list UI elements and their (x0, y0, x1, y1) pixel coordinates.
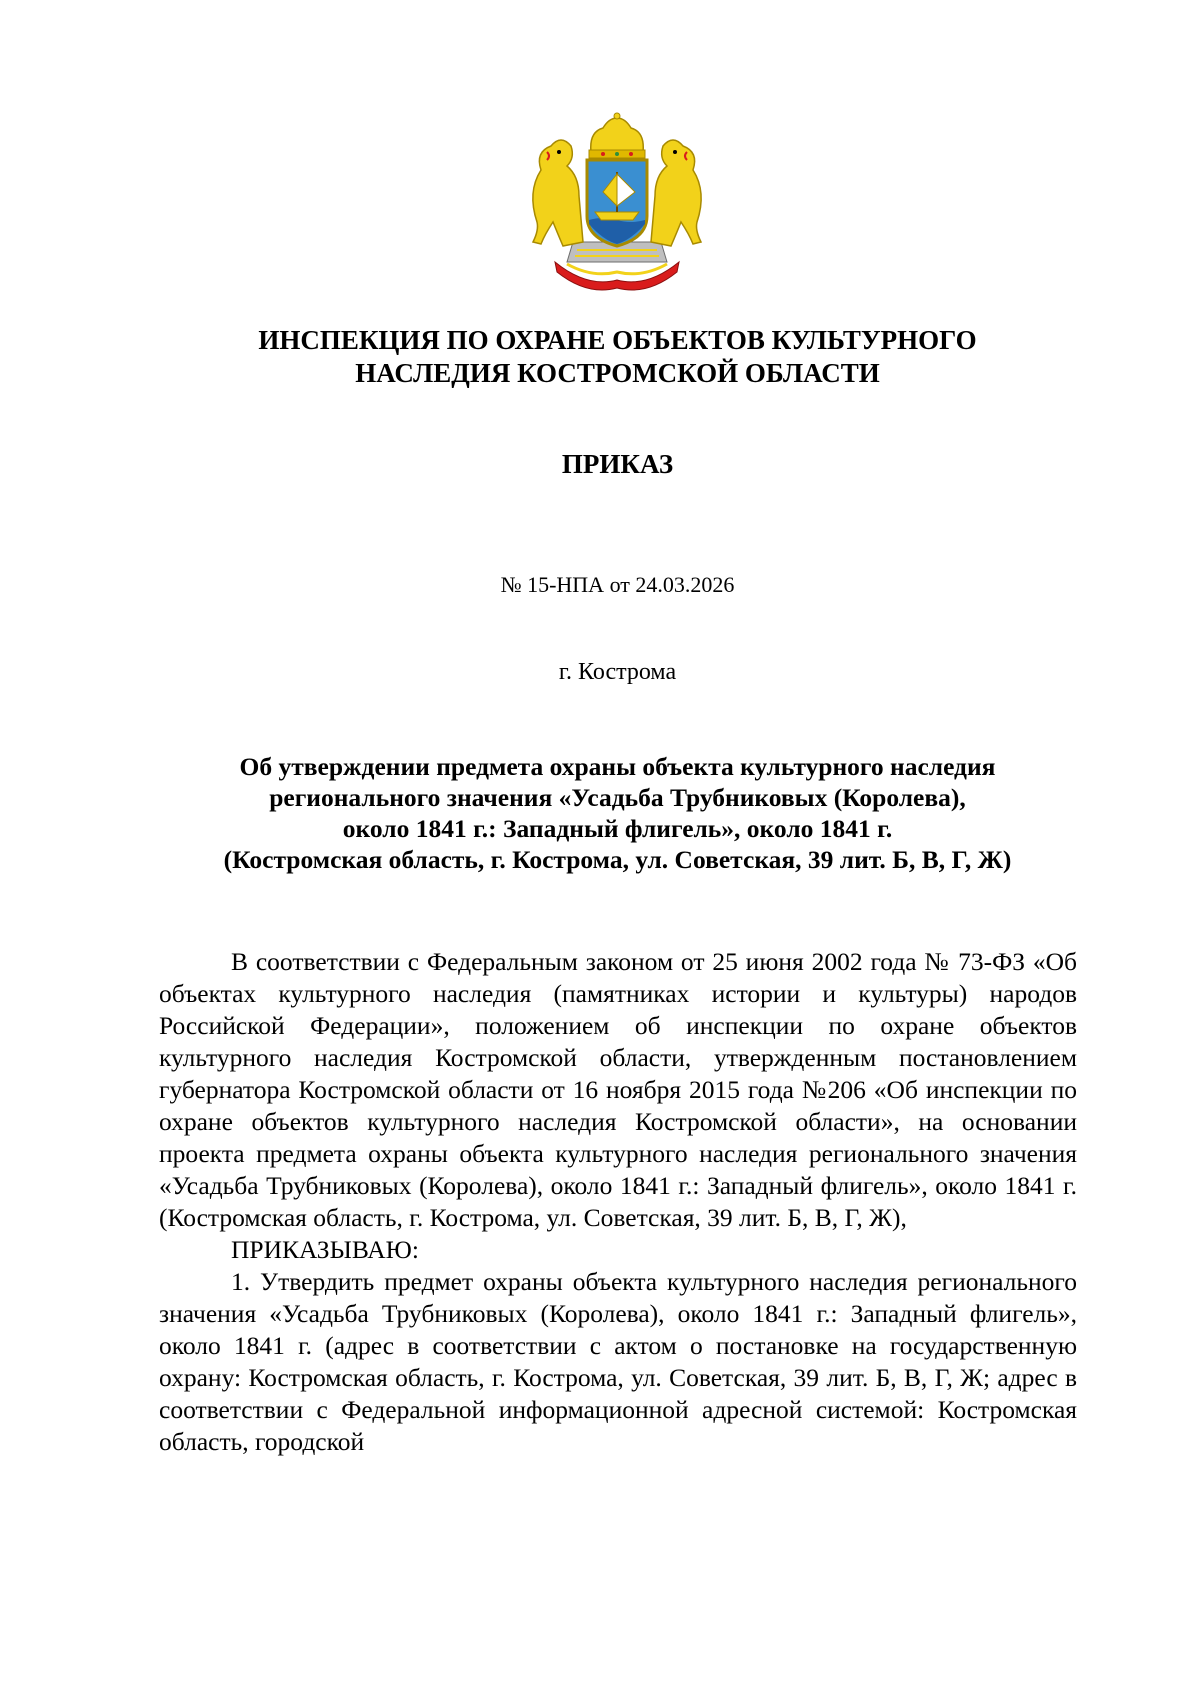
order-item-1: 1. Утвердить предмет охраны объекта культурного наследия регионального значения «Усадьба Трубниковых (Королева), около 1841 г.: Западный флигель», около 1841 г. (адрес в соответствии с актом о постановке на государственную охрану: Костромская область, г. Кострома, ул. Советская, 39 лит. Б, В, Г, Ж; адрес в соответствии с Федеральной информационной адресной системой: Костромская область, городской (159, 1267, 1077, 1456)
organization-title (150, 324, 1085, 390)
document-body (159, 946, 1077, 1458)
document-subject (150, 751, 1085, 875)
subject-line3: около 1841 г.: Западный флигель», около 1841 г. (342, 814, 893, 843)
document-number: № 15-НПА от 24.03.2026 (500, 572, 735, 597)
organization-title-line1: ИНСПЕКЦИЯ ПО ОХРАНЕ ОБЪЕКТОВ КУЛЬТУРНОГО (258, 325, 977, 355)
organization-title-line2: НАСЛЕДИЯ КОСТРОМСКОЙ ОБЛАСТИ (355, 358, 880, 388)
subject-line4: (Костромская область, г. Кострома, ул. Советская, 39 лит. Б, В, Г, Ж) (223, 845, 1012, 874)
preamble-paragraph: В соответствии с Федеральным законом от 25 июня 2002 года № 73-ФЗ «Об объектах культурного наследия (памятниках истории и культуры) народов Российской Федерации», положением об инспекции по охране объектов культурного наследия Костромской области, утвержденным постановлением губернатора Костромской области от 16 ноября 2015 года №206 «Об инспекции по охране объектов культурного наследия Костромской области», на основании проекта предмета охраны объекта культурного наследия регионального значения «Усадьба Трубниковых (Королева), около 1841 г.: Западный флигель», около 1841 г. (Костромская область, г. Кострома, ул. Советская, 39 лит. Б, В, Г, Ж), (159, 947, 1077, 1232)
kostroma-coat-of-arms-icon (517, 112, 717, 294)
order-word: ПРИКАЗЫВАЮ: (231, 1235, 419, 1264)
document-city: г. Кострома (558, 659, 677, 685)
subject-line1: Об утверждении предмета охраны объекта культурного наследия (239, 752, 996, 781)
subject-line2: регионального значения «Усадьба Трубниковых (Королева), (269, 783, 966, 812)
document-type: ПРИКАЗ (561, 449, 674, 479)
